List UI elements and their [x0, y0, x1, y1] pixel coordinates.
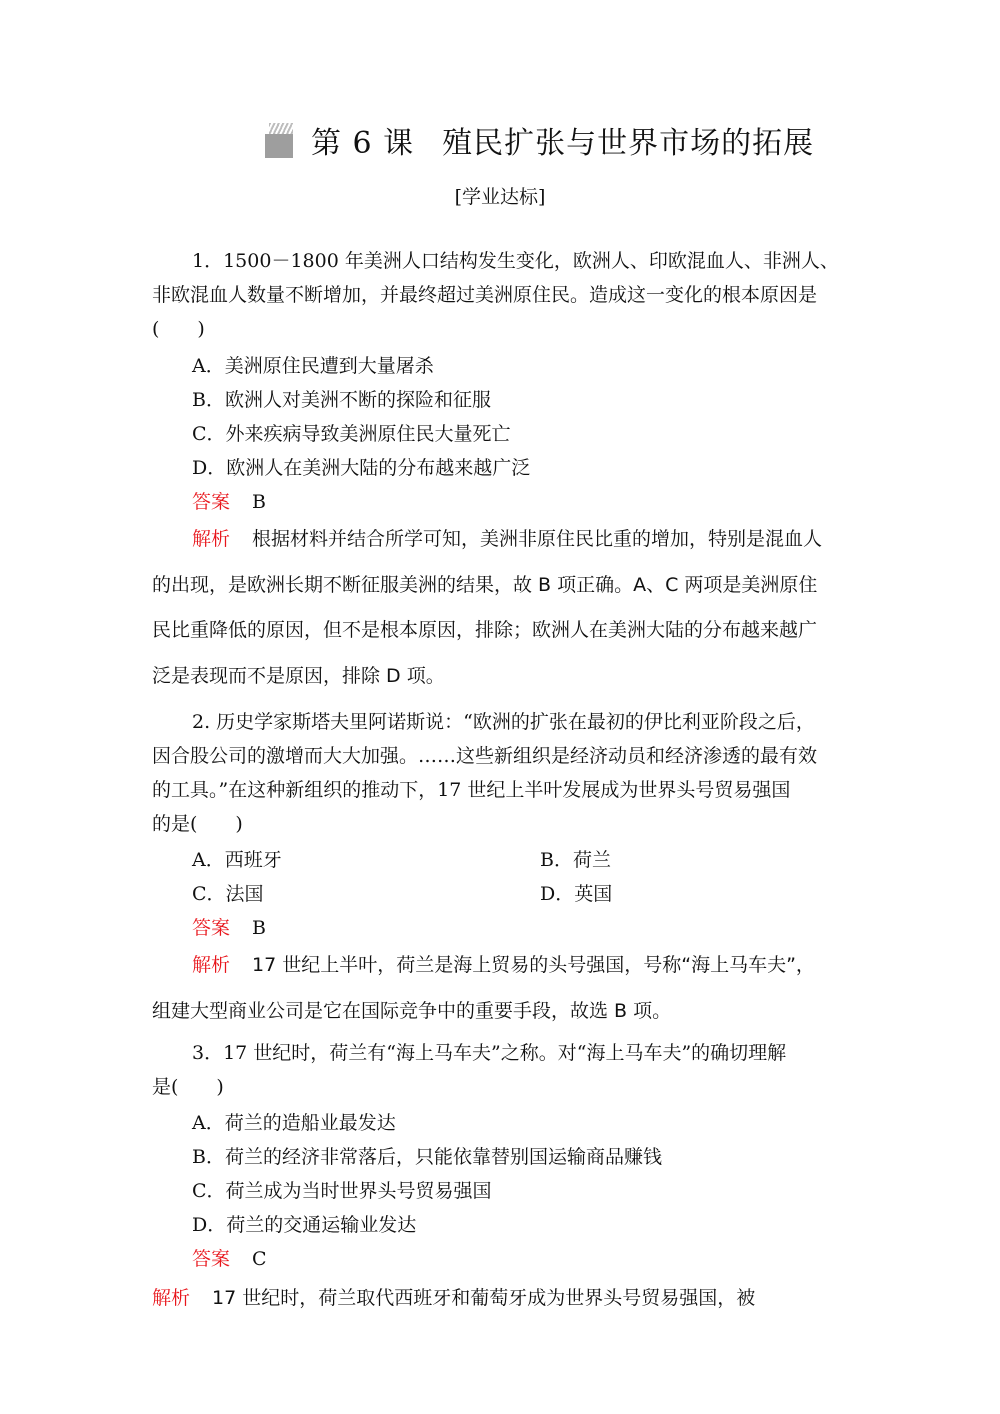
answer-label: 答案	[192, 1248, 231, 1270]
q2-stem-line: 因合股公司的激增而大大加强。……这些新组织是经济动员和经济渗透的最有效	[152, 745, 818, 767]
q1-option-a: A．美洲原住民遭到大量屠杀	[192, 355, 434, 377]
analysis-text: 根据材料并结合所学可知，美洲非原住民比重的增加，特别是混血人	[252, 528, 823, 550]
q2-option-b: B．荷兰	[540, 849, 611, 871]
q3-option-b: B．荷兰的经济非常落后，只能依靠替别国运输商品赚钱	[192, 1146, 662, 1168]
analysis-label: 解析	[152, 1287, 191, 1309]
q2-stem-line: 2. 历史学家斯塔夫里阿诺斯说：“欧洲的扩张在最初的伊比利亚阶段之后，	[192, 711, 815, 733]
analysis-text: 17 世纪时，荷兰取代西班牙和葡萄牙成为世界头号贸易强国，被	[212, 1287, 756, 1309]
answer-value: B	[252, 917, 266, 939]
answer-label: 答案	[192, 917, 231, 939]
analysis-text: 民比重降低的原因，但不是根本原因，排除；欧洲人在美洲大陆的分布越来越广	[152, 619, 818, 641]
q3-analysis	[152, 1283, 755, 1310]
analysis-text: 的出现，是欧洲长期不断征服美洲的结果，故 B 项正确。A、C 两项是美洲原住	[152, 574, 818, 596]
q3-stem-line: 是( )	[152, 1076, 224, 1098]
q2-analysis	[192, 950, 815, 977]
q3-answer	[192, 1244, 267, 1271]
q1-option-b: B．欧洲人对美洲不断的探险和征服	[192, 389, 491, 411]
q3-option-c: C．荷兰成为当时世界头号贸易强国	[192, 1180, 492, 1202]
analysis-label: 解析	[192, 954, 231, 976]
q3-option-a: A．荷兰的造船业最发达	[192, 1112, 396, 1134]
q1-answer	[192, 487, 266, 514]
q2-option-a: A．西班牙	[192, 849, 282, 871]
q1-stem-line: 1．1500－1800 年美洲人口结构发生变化，欧洲人、印欧混血人、非洲人、	[192, 250, 839, 272]
answer-value: B	[252, 491, 266, 513]
q2-option-d: D．英国	[540, 883, 613, 905]
q1-stem-line: 非欧混血人数量不断增加，并最终超过美洲原住民。造成这一变化的根本原因是	[152, 284, 818, 306]
q1-analysis	[192, 524, 822, 551]
analysis-label: 解析	[192, 528, 231, 550]
q1-option-d: D．欧洲人在美洲大陆的分布越来越广泛	[192, 457, 531, 479]
q3-stem-line: 3．17 世纪时，荷兰有“海上马车夫”之称。对“海上马车夫”的确切理解	[192, 1042, 787, 1064]
q2-stem-line: 的是( )	[152, 813, 243, 835]
q2-answer	[192, 913, 266, 940]
q2-stem-line: 的工具。”在这种新组织的推动下，17 世纪上半叶发展成为世界头号贸易强国	[152, 779, 791, 801]
lesson-header	[263, 118, 814, 162]
analysis-text: 泛是表现而不是原因，排除 D 项。	[152, 665, 445, 687]
q1-option-c: C．外来疾病导致美洲原住民大量死亡	[192, 423, 511, 445]
q1-stem-line: ( )	[152, 318, 205, 340]
analysis-text: 17 世纪上半叶，荷兰是海上贸易的头号强国，号称“海上马车夫”，	[252, 954, 815, 976]
lesson-name: 殖民扩张与世界市场的拓展	[442, 126, 815, 161]
lesson-number: 第 6 课	[311, 126, 415, 161]
lesson-title	[311, 118, 814, 162]
analysis-text: 组建大型商业公司是它在国际竞争中的重要手段，故选 B 项。	[152, 1000, 672, 1022]
book-icon	[263, 120, 297, 160]
answer-label: 答案	[192, 491, 231, 513]
section-label: [学业达标]	[454, 186, 546, 208]
q3-option-d: D．荷兰的交通运输业发达	[192, 1214, 417, 1236]
q2-option-c: C．法国	[192, 883, 264, 905]
answer-value: C	[252, 1248, 267, 1270]
